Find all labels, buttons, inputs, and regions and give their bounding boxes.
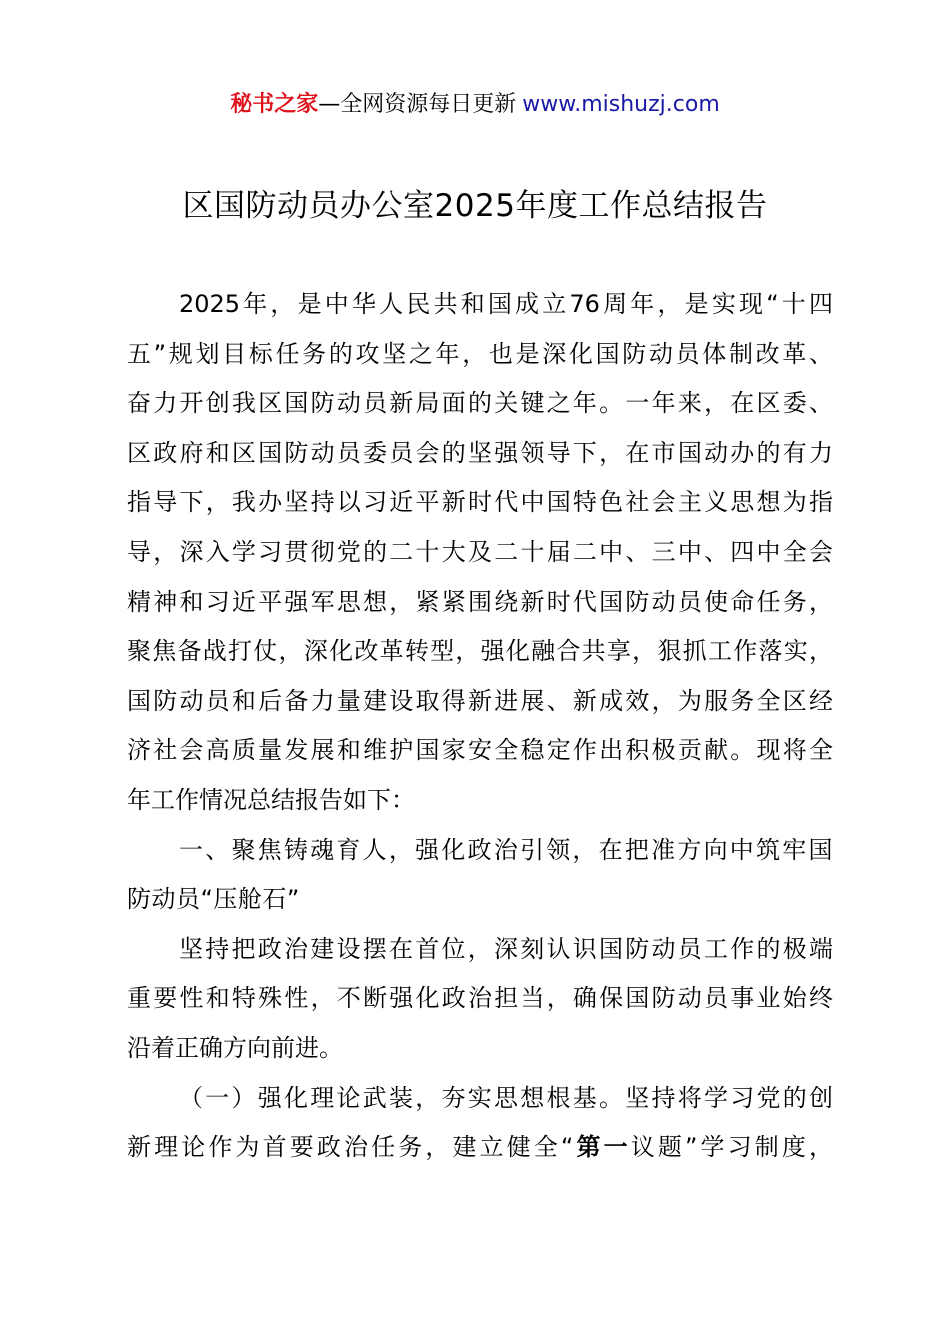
text-line: 重要性和特殊性，不断强化政治担当，确保国防动员事业始终 [127,984,833,1013]
text-line: 聚焦备战打仗，深化改革转型，强化融合共享，狠抓工作落实， [127,637,833,666]
site-brand[interactable]: 秘书之家 [230,92,319,117]
site-url-link[interactable]: www.mishuzj.com [522,92,720,117]
text-line: 精神和习近平强军思想，紧紧围绕新时代国防动员使命任务， [127,587,833,616]
document-body [127,280,833,1173]
text-line: 区政府和区国防动员委员会的坚强领导下，在市国动办的有力 [127,438,833,467]
text-line: 导，深入学习贯彻党的二十大及二十届二中、三中、四中全会 [127,537,833,566]
text-line: 奋力开创我区国防动员新局面的关键之年。一年来，在区委、 [127,389,833,418]
subsection-paragraph [127,1074,833,1173]
site-tagline: —全网资源每日更新 [318,92,517,117]
text-line: 2025年，是中华人民共和国成立76周年，是实现“十四 [179,290,833,318]
heading-line: 一、聚焦铸魂育人，强化政治引领，在把准方向中筑牢国 [179,835,833,864]
text-line: 国防动员和后备力量建设取得新进展、新成效，为服务全区经 [127,686,833,715]
text-line: 年工作情况总结报告如下： [127,785,415,814]
section-paragraph [127,925,833,1074]
section-heading [127,826,833,925]
document-title: 区国防动员办公室2025年度工作总结报告 [182,188,768,224]
site-header [0,88,950,122]
text-line: （一）强化理论武装，夯实思想根基。坚持将学习党的创 [179,1083,833,1112]
text-run: 议题”学习制度， [630,1133,834,1162]
heading-line: 防动员“压舱石” [127,885,300,914]
text-line: 济社会高质量发展和维护国家安全稳定作出积极贡献。现将全 [127,736,833,765]
text-run: 新理论作为首要政治任务，建立健全“ [127,1133,574,1162]
bold-text-run: 第一 [573,1133,631,1162]
text-line: 沿着正确方向前进。 [127,1033,343,1062]
text-line: 指导下，我办坚持以习近平新时代中国特色社会主义思想为指 [127,488,833,517]
intro-paragraph [127,280,833,826]
text-line-mixed [127,1123,833,1173]
text-line: 坚持把政治建设摆在首位，深刻认识国防动员工作的极端 [179,934,833,963]
text-line: 五”规划目标任务的攻坚之年，也是深化国防动员体制改革、 [127,339,833,368]
